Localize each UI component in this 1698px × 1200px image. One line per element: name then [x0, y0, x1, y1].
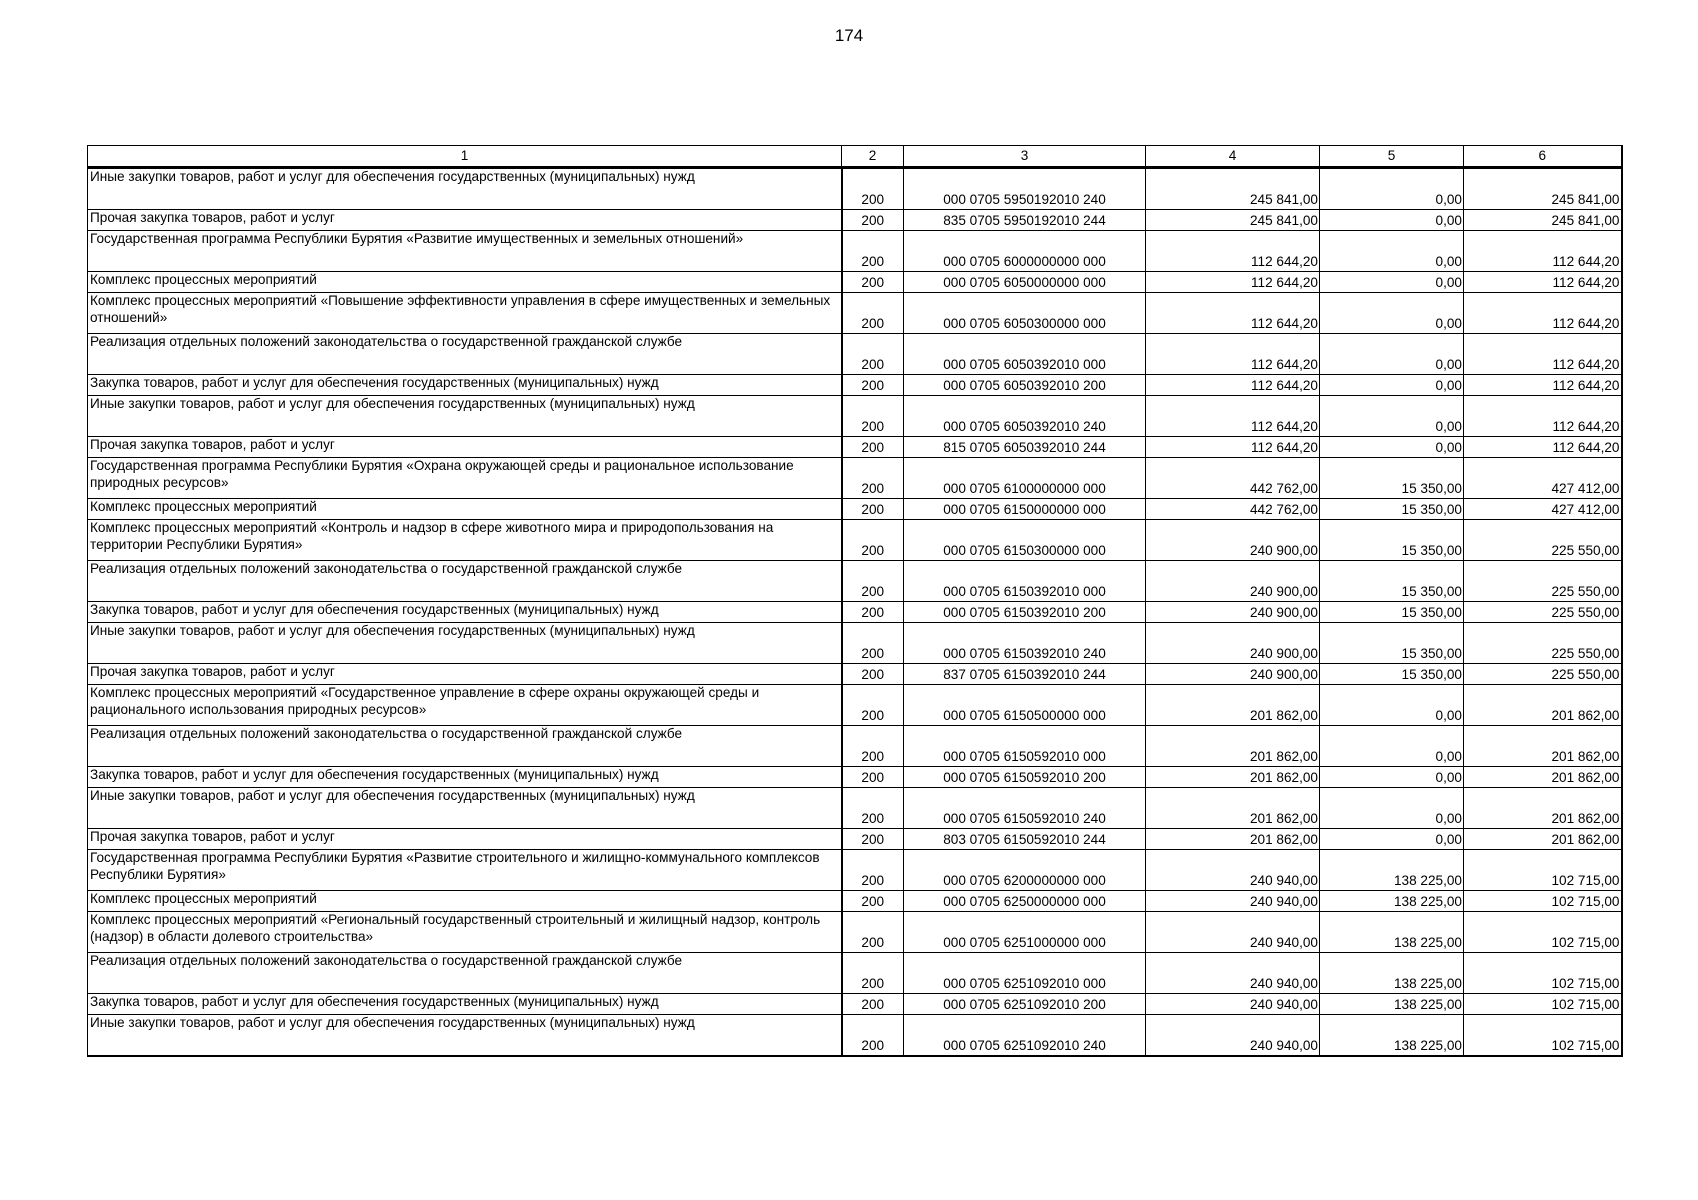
column-header-1: 1	[88, 146, 842, 168]
row-name-cell: Прочая закупка товаров, работ и услуг	[88, 437, 842, 458]
row-remaining-amount-cell: 225 550,00	[1464, 623, 1622, 664]
row-classification-code-cell: 000 0705 5950192010 240	[904, 168, 1146, 210]
column-header-6: 6	[1464, 146, 1622, 168]
row-code-cell: 200	[842, 767, 904, 788]
row-code-cell: 200	[842, 561, 904, 602]
row-code-cell: 200	[842, 850, 904, 891]
row-code-cell: 200	[842, 726, 904, 767]
row-classification-code-cell: 000 0705 6050392010 200	[904, 375, 1146, 396]
row-code-cell: 200	[842, 829, 904, 850]
row-approved-amount-cell: 240 940,00	[1146, 994, 1320, 1015]
table-row	[88, 168, 1622, 210]
row-approved-amount-cell: 240 900,00	[1146, 623, 1320, 664]
table-row	[88, 272, 1622, 293]
row-executed-amount-cell: 0,00	[1320, 168, 1464, 210]
row-name-cell: Закупка товаров, работ и услуг для обеспечения государственных (муниципальных) нужд	[88, 375, 842, 396]
row-code-cell: 200	[842, 396, 904, 437]
row-approved-amount-cell: 112 644,20	[1146, 272, 1320, 293]
row-code-cell: 200	[842, 994, 904, 1015]
row-code-cell: 200	[842, 602, 904, 623]
row-code-cell: 200	[842, 437, 904, 458]
column-header-2: 2	[842, 146, 904, 168]
row-executed-amount-cell: 0,00	[1320, 726, 1464, 767]
row-executed-amount-cell: 0,00	[1320, 767, 1464, 788]
row-approved-amount-cell: 442 762,00	[1146, 499, 1320, 520]
row-name-cell: Государственная программа Республики Бурятия «Развитие имущественных и земельных отношений»	[88, 231, 842, 272]
row-approved-amount-cell: 240 940,00	[1146, 953, 1320, 994]
row-name-cell: Комплекс процессных мероприятий «Контроль и надзор в сфере животного мира и природопользования на территории Республики Бурятия»	[88, 520, 842, 561]
table-row	[88, 953, 1622, 994]
row-approved-amount-cell: 240 940,00	[1146, 912, 1320, 953]
table-row	[88, 210, 1622, 231]
row-name-cell: Иные закупки товаров, работ и услуг для обеспечения государственных (муниципальных) нужд	[88, 396, 842, 437]
table-row	[88, 231, 1622, 272]
row-remaining-amount-cell: 102 715,00	[1464, 953, 1622, 994]
row-remaining-amount-cell: 201 862,00	[1464, 788, 1622, 829]
row-remaining-amount-cell: 427 412,00	[1464, 458, 1622, 499]
table-row	[88, 334, 1622, 375]
row-remaining-amount-cell: 201 862,00	[1464, 829, 1622, 850]
table-row	[88, 396, 1622, 437]
row-remaining-amount-cell: 102 715,00	[1464, 850, 1622, 891]
row-name-cell: Прочая закупка товаров, работ и услуг	[88, 210, 842, 231]
row-executed-amount-cell: 0,00	[1320, 293, 1464, 334]
table-row	[88, 561, 1622, 602]
row-approved-amount-cell: 201 862,00	[1146, 788, 1320, 829]
row-classification-code-cell: 837 0705 6150392010 244	[904, 664, 1146, 685]
row-classification-code-cell: 000 0705 6050300000 000	[904, 293, 1146, 334]
row-name-cell: Комплекс процессных мероприятий «Государственное управление в сфере охраны окружающей среды и рационального использования природных ресурсов»	[88, 685, 842, 726]
row-executed-amount-cell: 15 350,00	[1320, 499, 1464, 520]
row-name-cell: Комплекс процессных мероприятий «Региональный государственный строительный и жилищный надзор, контроль (надзор) в области долевого строительства»	[88, 912, 842, 953]
row-code-cell: 200	[842, 891, 904, 912]
row-executed-amount-cell: 0,00	[1320, 829, 1464, 850]
row-code-cell: 200	[842, 210, 904, 231]
row-approved-amount-cell: 240 940,00	[1146, 850, 1320, 891]
row-remaining-amount-cell: 102 715,00	[1464, 912, 1622, 953]
row-name-cell: Иные закупки товаров, работ и услуг для обеспечения государственных (муниципальных) нужд	[88, 168, 842, 210]
row-remaining-amount-cell: 201 862,00	[1464, 767, 1622, 788]
row-executed-amount-cell: 0,00	[1320, 396, 1464, 437]
row-name-cell: Иные закупки товаров, работ и услуг для обеспечения государственных (муниципальных) нужд	[88, 1015, 842, 1057]
row-approved-amount-cell: 201 862,00	[1146, 767, 1320, 788]
row-name-cell: Иные закупки товаров, работ и услуг для обеспечения государственных (муниципальных) нужд	[88, 623, 842, 664]
row-remaining-amount-cell: 112 644,20	[1464, 272, 1622, 293]
row-remaining-amount-cell: 225 550,00	[1464, 561, 1622, 602]
column-header-4: 4	[1146, 146, 1320, 168]
row-remaining-amount-cell: 102 715,00	[1464, 1015, 1622, 1057]
row-code-cell: 200	[842, 168, 904, 210]
row-classification-code-cell: 000 0705 6251092010 200	[904, 994, 1146, 1015]
row-code-cell: 200	[842, 912, 904, 953]
table-row	[88, 602, 1622, 623]
row-name-cell: Комплекс процессных мероприятий «Повышение эффективности управления в сфере имущественных и земельных отношений»	[88, 293, 842, 334]
row-name-cell: Закупка товаров, работ и услуг для обеспечения государственных (муниципальных) нужд	[88, 602, 842, 623]
row-remaining-amount-cell: 102 715,00	[1464, 891, 1622, 912]
row-classification-code-cell: 000 0705 6150592010 000	[904, 726, 1146, 767]
row-name-cell: Иные закупки товаров, работ и услуг для обеспечения государственных (муниципальных) нужд	[88, 788, 842, 829]
row-name-cell: Прочая закупка товаров, работ и услуг	[88, 829, 842, 850]
row-code-cell: 200	[842, 499, 904, 520]
row-remaining-amount-cell: 245 841,00	[1464, 210, 1622, 231]
row-classification-code-cell: 803 0705 6150592010 244	[904, 829, 1146, 850]
row-executed-amount-cell: 15 350,00	[1320, 561, 1464, 602]
row-remaining-amount-cell: 112 644,20	[1464, 231, 1622, 272]
column-header-3: 3	[904, 146, 1146, 168]
row-executed-amount-cell: 138 225,00	[1320, 912, 1464, 953]
row-executed-amount-cell: 0,00	[1320, 231, 1464, 272]
row-approved-amount-cell: 112 644,20	[1146, 396, 1320, 437]
row-approved-amount-cell: 201 862,00	[1146, 726, 1320, 767]
row-approved-amount-cell: 240 900,00	[1146, 664, 1320, 685]
row-remaining-amount-cell: 102 715,00	[1464, 994, 1622, 1015]
row-code-cell: 200	[842, 685, 904, 726]
row-remaining-amount-cell: 225 550,00	[1464, 520, 1622, 561]
row-remaining-amount-cell: 201 862,00	[1464, 726, 1622, 767]
row-name-cell: Закупка товаров, работ и услуг для обеспечения государственных (муниципальных) нужд	[88, 994, 842, 1015]
table-row	[88, 293, 1622, 334]
row-approved-amount-cell: 442 762,00	[1146, 458, 1320, 499]
row-classification-code-cell: 000 0705 6150592010 240	[904, 788, 1146, 829]
table-row	[88, 829, 1622, 850]
table-row	[88, 726, 1622, 767]
row-code-cell: 200	[842, 231, 904, 272]
row-executed-amount-cell: 0,00	[1320, 375, 1464, 396]
row-executed-amount-cell: 15 350,00	[1320, 602, 1464, 623]
row-remaining-amount-cell: 112 644,20	[1464, 396, 1622, 437]
row-approved-amount-cell: 245 841,00	[1146, 210, 1320, 231]
row-classification-code-cell: 000 0705 6150300000 000	[904, 520, 1146, 561]
table-row	[88, 850, 1622, 891]
table-row	[88, 994, 1622, 1015]
row-executed-amount-cell: 0,00	[1320, 437, 1464, 458]
row-executed-amount-cell: 15 350,00	[1320, 458, 1464, 499]
row-approved-amount-cell: 240 900,00	[1146, 602, 1320, 623]
row-classification-code-cell: 000 0705 6150500000 000	[904, 685, 1146, 726]
row-approved-amount-cell: 112 644,20	[1146, 437, 1320, 458]
table-row	[88, 788, 1622, 829]
row-executed-amount-cell: 15 350,00	[1320, 664, 1464, 685]
row-approved-amount-cell: 112 644,20	[1146, 293, 1320, 334]
table-row	[88, 767, 1622, 788]
row-classification-code-cell: 000 0705 6200000000 000	[904, 850, 1146, 891]
row-executed-amount-cell: 138 225,00	[1320, 1015, 1464, 1057]
table-row	[88, 1015, 1622, 1057]
row-remaining-amount-cell: 427 412,00	[1464, 499, 1622, 520]
row-name-cell: Реализация отдельных положений законодательства о государственной гражданской службе	[88, 726, 842, 767]
row-name-cell: Государственная программа Республики Бурятия «Развитие строительного и жилищно-коммунального комплексов Республики Бурятия»	[88, 850, 842, 891]
page-number: 174	[834, 26, 864, 45]
row-remaining-amount-cell: 245 841,00	[1464, 168, 1622, 210]
row-classification-code-cell: 000 0705 6000000000 000	[904, 231, 1146, 272]
row-classification-code-cell: 000 0705 6250000000 000	[904, 891, 1146, 912]
row-classification-code-cell: 000 0705 6100000000 000	[904, 458, 1146, 499]
row-approved-amount-cell: 240 900,00	[1146, 561, 1320, 602]
row-code-cell: 200	[842, 953, 904, 994]
table-row	[88, 375, 1622, 396]
row-classification-code-cell: 000 0705 6050392010 000	[904, 334, 1146, 375]
row-remaining-amount-cell: 112 644,20	[1464, 334, 1622, 375]
table-row	[88, 458, 1622, 499]
row-executed-amount-cell: 0,00	[1320, 210, 1464, 231]
row-classification-code-cell: 000 0705 6150392010 200	[904, 602, 1146, 623]
row-approved-amount-cell: 245 841,00	[1146, 168, 1320, 210]
row-name-cell: Реализация отдельных положений законодательства о государственной гражданской службе	[88, 953, 842, 994]
row-remaining-amount-cell: 112 644,20	[1464, 437, 1622, 458]
row-name-cell: Комплекс процессных мероприятий	[88, 499, 842, 520]
row-remaining-amount-cell: 225 550,00	[1464, 664, 1622, 685]
row-classification-code-cell: 000 0705 6050000000 000	[904, 272, 1146, 293]
row-executed-amount-cell: 138 225,00	[1320, 891, 1464, 912]
row-code-cell: 200	[842, 664, 904, 685]
row-code-cell: 200	[842, 293, 904, 334]
table-row	[88, 437, 1622, 458]
row-name-cell: Реализация отдельных положений законодательства о государственной гражданской службе	[88, 561, 842, 602]
row-executed-amount-cell: 15 350,00	[1320, 520, 1464, 561]
row-code-cell: 200	[842, 375, 904, 396]
row-executed-amount-cell: 0,00	[1320, 334, 1464, 375]
row-executed-amount-cell: 138 225,00	[1320, 953, 1464, 994]
row-executed-amount-cell: 0,00	[1320, 685, 1464, 726]
row-name-cell: Комплекс процессных мероприятий	[88, 272, 842, 293]
budget-table	[87, 145, 1623, 1057]
row-name-cell: Закупка товаров, работ и услуг для обеспечения государственных (муниципальных) нужд	[88, 767, 842, 788]
row-executed-amount-cell: 15 350,00	[1320, 623, 1464, 664]
row-executed-amount-cell: 138 225,00	[1320, 850, 1464, 891]
row-code-cell: 200	[842, 623, 904, 664]
row-classification-code-cell: 000 0705 6150000000 000	[904, 499, 1146, 520]
row-approved-amount-cell: 201 862,00	[1146, 685, 1320, 726]
row-code-cell: 200	[842, 520, 904, 561]
row-classification-code-cell: 835 0705 5950192010 244	[904, 210, 1146, 231]
row-approved-amount-cell: 112 644,20	[1146, 375, 1320, 396]
row-remaining-amount-cell: 201 862,00	[1464, 685, 1622, 726]
row-remaining-amount-cell: 112 644,20	[1464, 375, 1622, 396]
row-remaining-amount-cell: 112 644,20	[1464, 293, 1622, 334]
row-approved-amount-cell: 240 940,00	[1146, 891, 1320, 912]
row-executed-amount-cell: 0,00	[1320, 272, 1464, 293]
row-approved-amount-cell: 240 940,00	[1146, 1015, 1320, 1057]
row-classification-code-cell: 815 0705 6050392010 244	[904, 437, 1146, 458]
table-body	[88, 168, 1622, 1057]
row-remaining-amount-cell: 225 550,00	[1464, 602, 1622, 623]
row-name-cell: Прочая закупка товаров, работ и услуг	[88, 664, 842, 685]
row-code-cell: 200	[842, 334, 904, 375]
row-name-cell: Комплекс процессных мероприятий	[88, 891, 842, 912]
row-classification-code-cell: 000 0705 6251092010 000	[904, 953, 1146, 994]
row-classification-code-cell: 000 0705 6251000000 000	[904, 912, 1146, 953]
row-approved-amount-cell: 201 862,00	[1146, 829, 1320, 850]
column-header-5: 5	[1320, 146, 1464, 168]
row-name-cell: Государственная программа Республики Бурятия «Охрана окружающей среды и рациональное использование природных ресурсов»	[88, 458, 842, 499]
row-code-cell: 200	[842, 788, 904, 829]
row-code-cell: 200	[842, 458, 904, 499]
table-row	[88, 891, 1622, 912]
table-row	[88, 685, 1622, 726]
row-approved-amount-cell: 112 644,20	[1146, 231, 1320, 272]
table-row	[88, 623, 1622, 664]
table-header-row	[88, 146, 1622, 168]
row-name-cell: Реализация отдельных положений законодательства о государственной гражданской службе	[88, 334, 842, 375]
row-classification-code-cell: 000 0705 6050392010 240	[904, 396, 1146, 437]
table-row	[88, 520, 1622, 561]
row-code-cell: 200	[842, 1015, 904, 1057]
table-row	[88, 499, 1622, 520]
row-classification-code-cell: 000 0705 6150392010 240	[904, 623, 1146, 664]
row-executed-amount-cell: 138 225,00	[1320, 994, 1464, 1015]
table-row	[88, 664, 1622, 685]
row-classification-code-cell: 000 0705 6251092010 240	[904, 1015, 1146, 1057]
row-classification-code-cell: 000 0705 6150392010 000	[904, 561, 1146, 602]
row-approved-amount-cell: 112 644,20	[1146, 334, 1320, 375]
table-row	[88, 912, 1622, 953]
row-classification-code-cell: 000 0705 6150592010 200	[904, 767, 1146, 788]
row-approved-amount-cell: 240 900,00	[1146, 520, 1320, 561]
row-executed-amount-cell: 0,00	[1320, 788, 1464, 829]
row-code-cell: 200	[842, 272, 904, 293]
